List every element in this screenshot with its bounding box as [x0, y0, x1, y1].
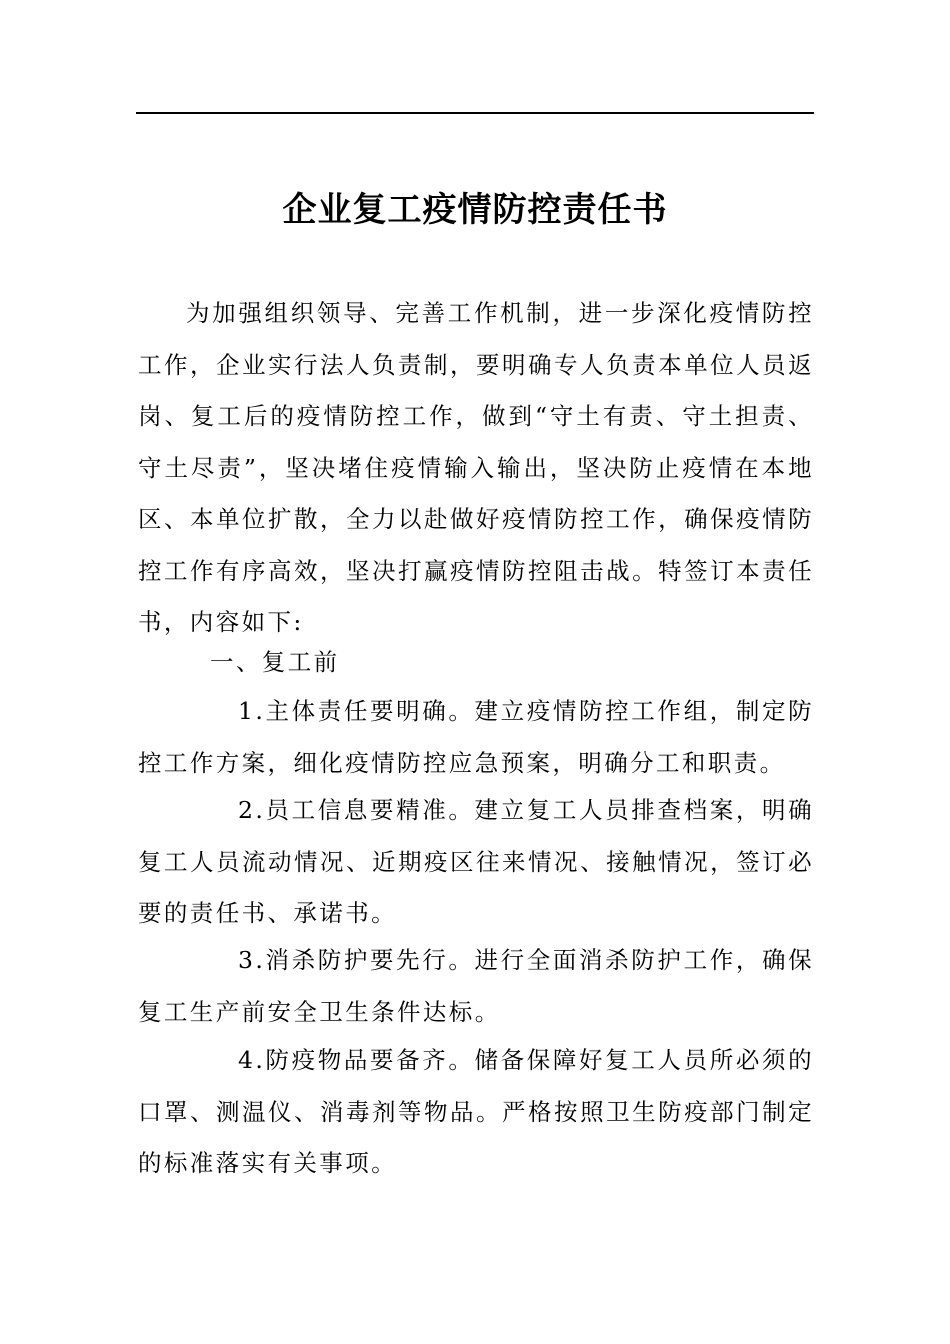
- header-rule: [136, 112, 814, 114]
- list-item: 4.防疫物品要备齐。储备保障好复工人员所必须的口罩、测温仪、消毒剂等物品。严格按照卫生防疫部门制定的标准落实有关事项。: [138, 1046, 814, 1177]
- document-title: 企业复工疫情防控责任书: [282, 190, 668, 230]
- intro-paragraph: 为加强组织领导、完善工作机制，进一步深化疫情防控工作，企业实行法人负责制，要明确专人负责本单位人员返岗、复工后的疫情防控工作，做到“守土有责、守土担责、守土尽责”，坚决堵住疫情输入输出，坚决防止疫情在本地区、本单位扩散，全力以赴做好疫情防控工作，确保疫情防控工作有序高效，坚决打赢疫情防控阻击战。特签订本责任书，内容如下:: [138, 299, 814, 636]
- list-item: 2.员工信息要精准。建立复工人员排查档案，明确复工人员流动情况、近期疫区往来情况、接触情况，签订必要的责任书、承诺书。: [138, 796, 814, 927]
- section-heading: 一、复工前: [210, 648, 340, 676]
- list-item: 1.主体责任要明确。建立疫情防控工作组，制定防控工作方案，细化疫情防控应急预案，明确分工和职责。: [138, 697, 814, 777]
- list-item: 3.消杀防护要先行。进行全面消杀防护工作，确保复工生产前安全卫生条件达标。: [138, 946, 814, 1026]
